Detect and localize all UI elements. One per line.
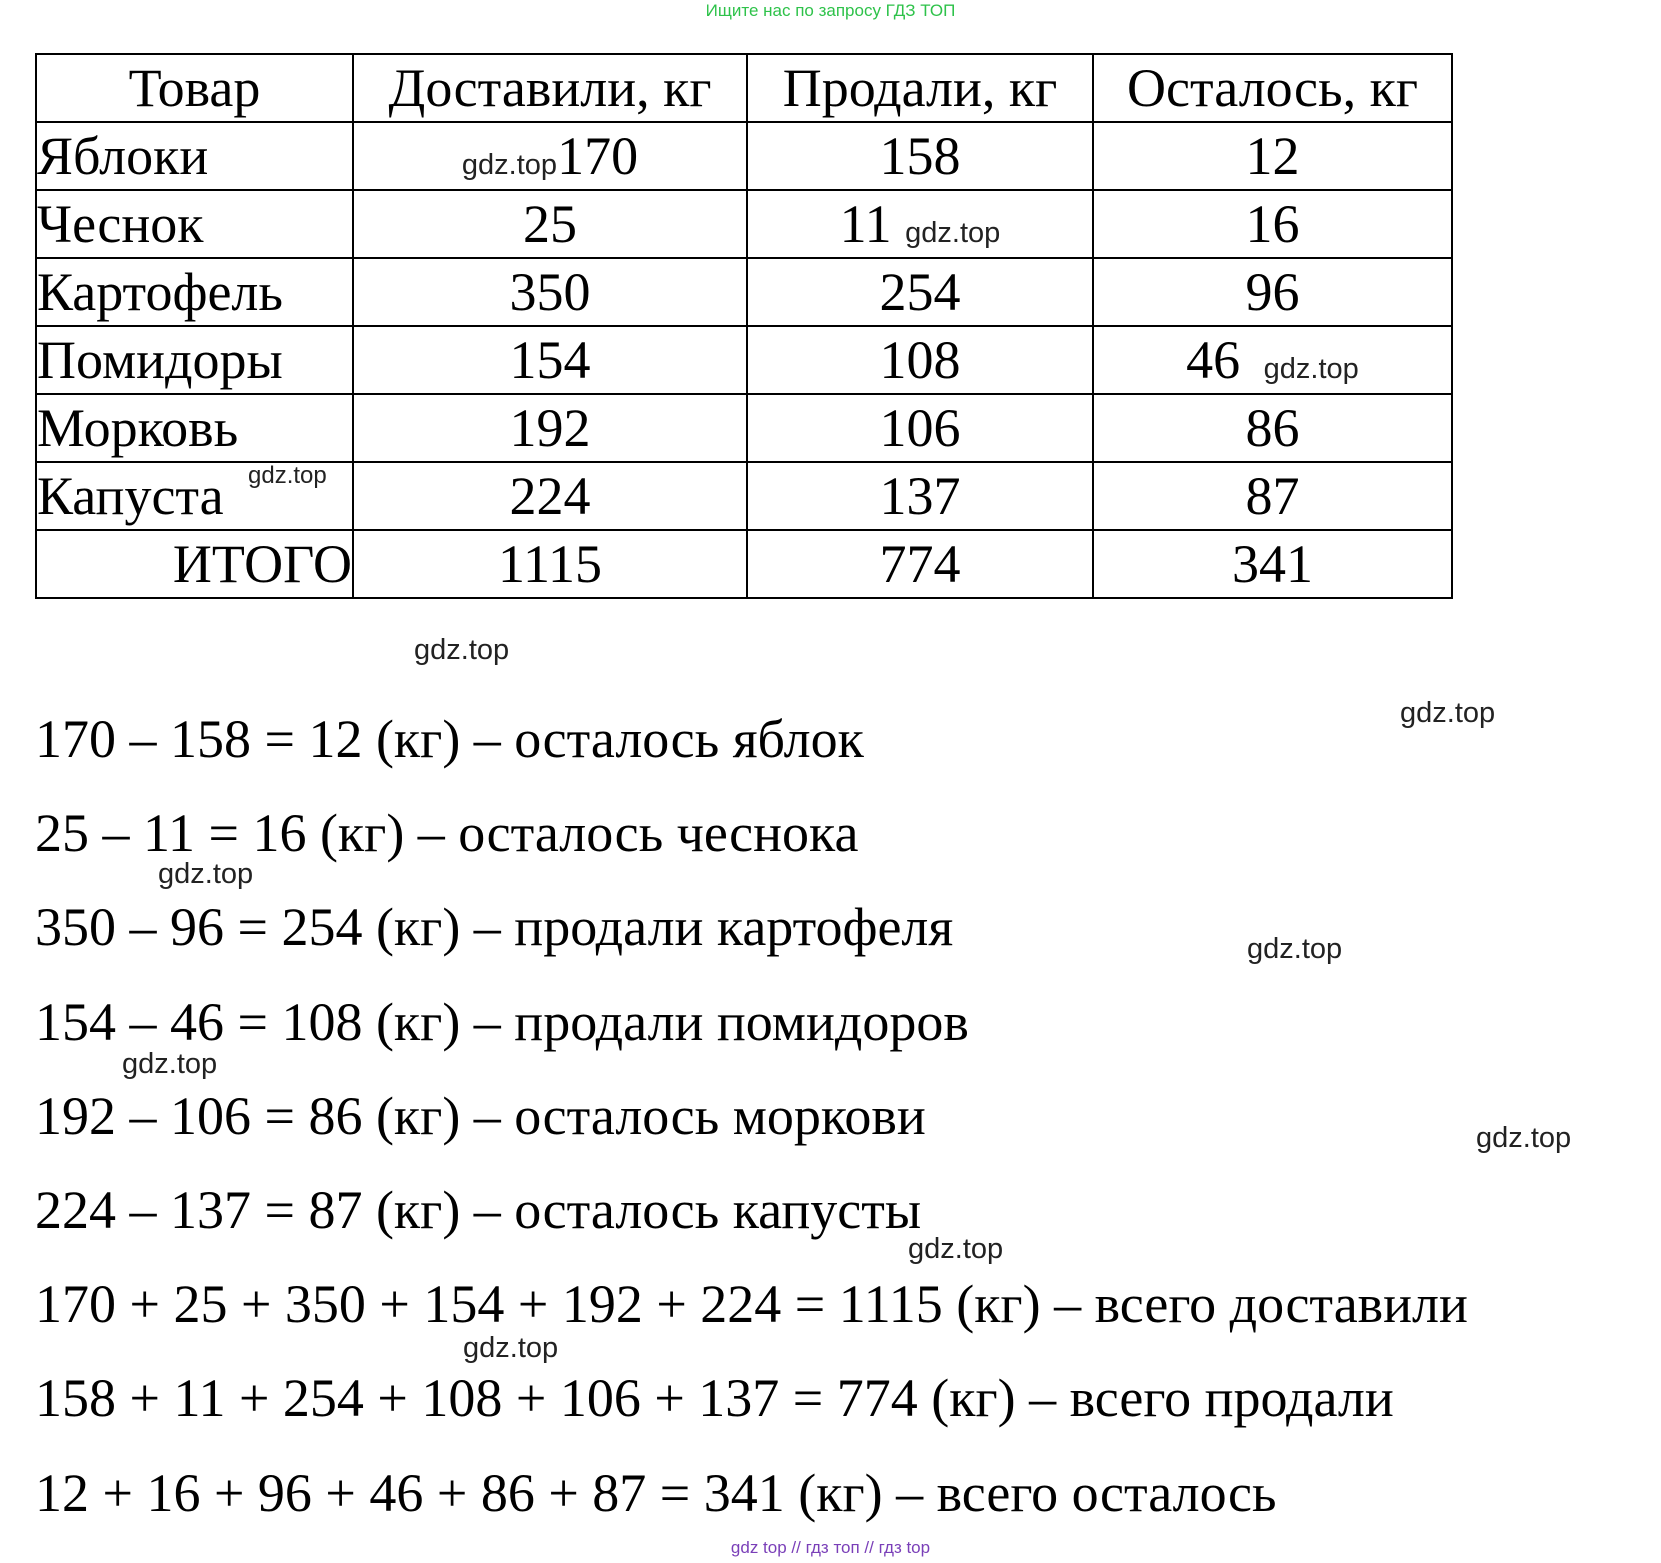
watermark-text: gdz.top xyxy=(463,1332,559,1364)
row-sold: 106 xyxy=(747,394,1093,462)
watermark-text: gdz.top xyxy=(414,634,510,666)
row-delivered: 224 xyxy=(353,462,747,530)
row-name: Капуста xyxy=(36,462,353,530)
header-left: Осталось, кг xyxy=(1093,54,1452,122)
table-row xyxy=(36,326,1452,394)
equation-line: 192 – 106 = 86 (кг) – осталось моркови xyxy=(35,1086,926,1146)
row-left-value: 46 xyxy=(1186,330,1241,390)
goods-table xyxy=(35,53,1453,599)
table-row xyxy=(36,258,1452,326)
equation-line: 154 – 46 = 108 (кг) – продали помидоров xyxy=(35,992,969,1052)
row-delivered: 350 xyxy=(353,258,747,326)
watermark-text: gdz.top xyxy=(1400,697,1496,729)
top-banner: Ищите нас по запросу ГДЗ ТОП xyxy=(705,1,956,20)
equation-line: 158 + 11 + 254 + 108 + 106 + 137 = 774 (кг) – всего продали xyxy=(35,1368,1394,1428)
total-delivered: 1115 xyxy=(353,530,747,598)
table-row xyxy=(36,190,1452,258)
row-delivered: 192 xyxy=(353,394,747,462)
row-left: 86 xyxy=(1093,394,1452,462)
watermark-text: gdz.top xyxy=(908,1233,1004,1265)
header-product: Товар xyxy=(36,54,353,122)
table-row xyxy=(36,122,1452,190)
total-sold: 774 xyxy=(747,530,1093,598)
table-row xyxy=(36,394,1452,462)
row-sold xyxy=(747,190,1093,258)
row-delivered: 25 xyxy=(353,190,747,258)
row-delivered: 154 xyxy=(353,326,747,394)
row-sold: 254 xyxy=(747,258,1093,326)
watermark-text: gdz.top xyxy=(461,149,558,181)
row-sold: 158 xyxy=(747,122,1093,190)
watermark-text: gdz.top xyxy=(1263,353,1359,385)
equation-line: 25 – 11 = 16 (кг) – осталось чеснока xyxy=(35,803,859,863)
row-left: 87 xyxy=(1093,462,1452,530)
row-left: 12 xyxy=(1093,122,1452,190)
row-left xyxy=(1093,326,1452,394)
row-name: Морковь xyxy=(36,394,353,462)
row-name: Помидоры xyxy=(36,326,353,394)
watermark-text: gdz.top xyxy=(905,217,1001,249)
watermark-text: gdz.top xyxy=(248,462,327,489)
total-left: 341 xyxy=(1093,530,1452,598)
bottom-footer: gdz top // гдз топ // гдз top xyxy=(730,1538,931,1557)
watermark-text: gdz.top xyxy=(158,858,254,890)
row-sold: 108 xyxy=(747,326,1093,394)
row-left: 96 xyxy=(1093,258,1452,326)
row-delivered xyxy=(353,122,747,190)
watermark-text: gdz.top xyxy=(1247,933,1343,965)
row-name: Яблоки xyxy=(36,122,353,190)
row-sold-value: 11 xyxy=(839,194,892,254)
row-name: Чеснок xyxy=(36,190,353,258)
header-delivered: Доставили, кг xyxy=(353,54,747,122)
table-header-row xyxy=(36,54,1452,122)
watermark-text: gdz.top xyxy=(122,1048,218,1080)
table-total-row xyxy=(36,530,1452,598)
equation-line: 170 – 158 = 12 (кг) – осталось яблок xyxy=(35,709,864,769)
equation-line: 350 – 96 = 254 (кг) – продали картофеля xyxy=(35,897,954,957)
row-name: Картофель xyxy=(36,258,353,326)
equation-line: 224 – 137 = 87 (кг) – осталось капусты xyxy=(35,1180,922,1240)
header-sold: Продали, кг xyxy=(747,54,1093,122)
row-left: 16 xyxy=(1093,190,1452,258)
row-delivered-value: 170 xyxy=(557,126,639,186)
watermark-text: gdz.top xyxy=(1476,1122,1572,1154)
total-label: ИТОГО xyxy=(36,530,353,598)
row-sold: 137 xyxy=(747,462,1093,530)
equation-line: 170 + 25 + 350 + 154 + 192 + 224 = 1115 (кг) – всего доставили xyxy=(35,1274,1468,1334)
equation-line: 12 + 16 + 96 + 46 + 86 + 87 = 341 (кг) – всего осталось xyxy=(35,1463,1277,1523)
